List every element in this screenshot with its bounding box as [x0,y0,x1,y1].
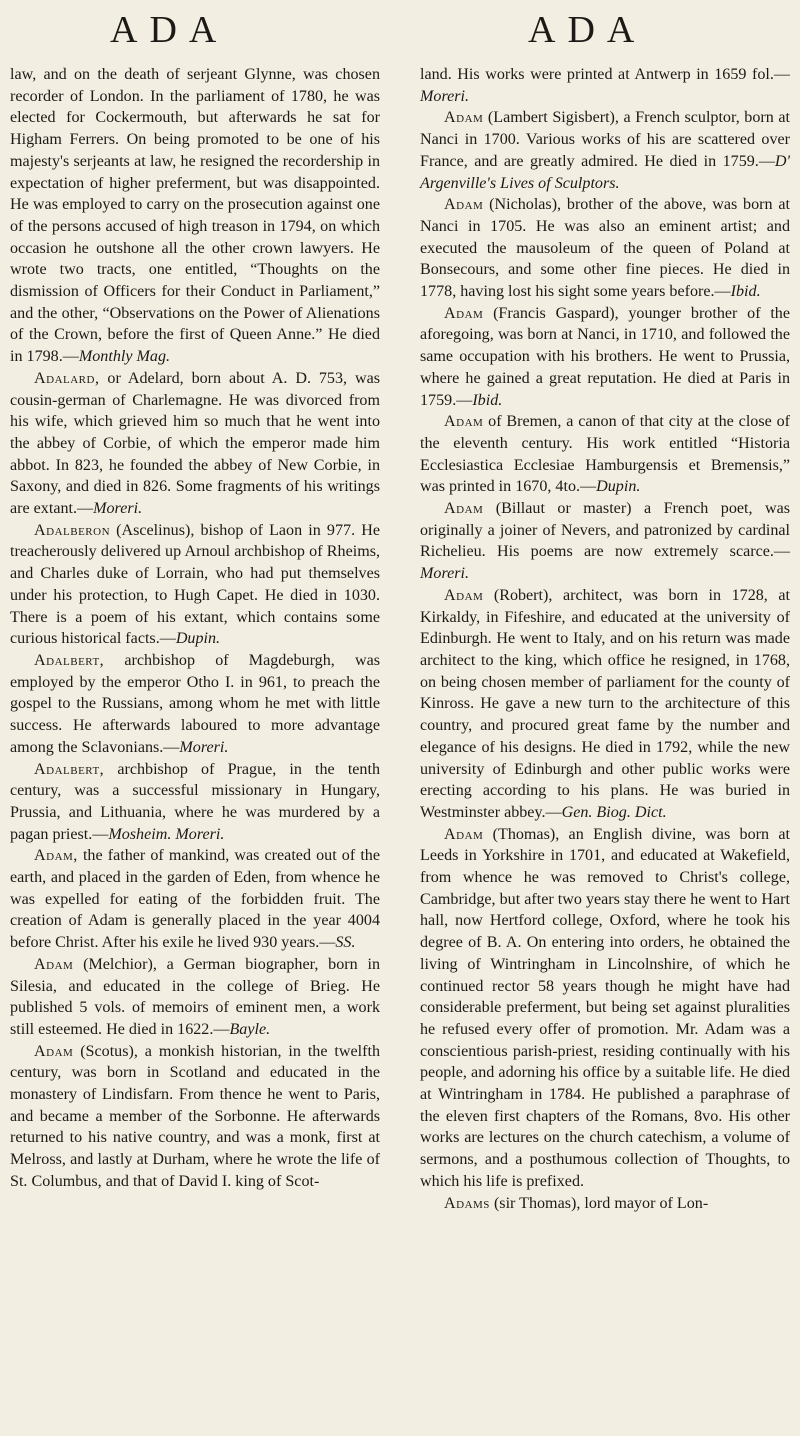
source-citation: Moreri. [420,565,470,583]
source-citation: Monthly Mag. [78,348,171,366]
headword: Adalbert, [34,651,105,669]
source-citation: Dupin. [175,630,221,648]
headword: Adam [444,304,484,322]
running-header [0,8,800,58]
headword: Adam, [34,847,78,865]
running-head-left: ADA [110,9,229,51]
headword: Adam [34,955,74,973]
running-head-right: ADA [528,9,647,51]
entry-adalard: Adalard, or Adelard, born about A. D. 753, was cousin-german of Charlemagne. He was divorced from his wife, which grieved him so much that he went into the abbey of Corbie, of which the emperor made him abbot. In 823, he founded the abbey of New Corbie, in Saxony, and died in 826. Some fragments of his writings are extant.—Moreri. [10,369,380,518]
source-citation: Gen. Biog. Dict. [561,803,667,821]
entry-adam-thomas: Adam (Thomas), an English divine, was born at Leeds in Yorkshire in 1701, and educated at Wakefield, from whence he was removed to Christ's college, Cambridge, but after two years stay there he went to Hart hall, now Hertford college, Oxford, where he took his degree of B. A. On entering into orders, he obtained the living of Wintringham in Lincolnshire, of which he continued rector 58 years though he might have had considerable preferment, but being set against pluralities he refused every offer of promotion. Mr. Adam was a conscientious parish-priest, residing continually with his people, and adorning his office by a suitable life. He died at Wintringham in 1784. He published a paraphrase of the eleven first chapters of the Romans, 8vo. His other works are lectures on the church catechism, a volume of sermons, and a posthumous collection of Thoughts, to which his life is prefixed. [420,825,790,1190]
entry-adam-lambert: Adam (Lambert Sigisbert), a French sculptor, born at Nanci in 1700. Various works of his are scattered over France, and are greatly admired. He died in 1759.—D' Argenville's Lives of Sculptors. [420,109,790,192]
entry-continuation: land. His works were printed at Antwerp in 1659 fol.—Moreri. [420,66,790,105]
entry-continuation: law, and on the death of serjeant Glynne, was chosen recorder of London. In the parliament of 1780, he was elected for Cockermouth, but afterwards he sat for Higham Ferrers. On being promoted to be one of his majesty's serjeants at law, he resigned the recordership in expectation of higher preferment, but was disappointed. He was employed to carry on the prosecution against one of the persons accused of high treason in 1794, on which occasion he outshone all the other crown lawyers. He wrote two tracts, one entitled, “Thoughts on the dismission of Officers for their Conduct in Parliament,” and the other, “Observations on the Power of Alienations of the Crown, before the first of Queen Anne.” He died in 1798.—Monthly Mag. [10,66,380,366]
right-column [420,64,790,1214]
source-citation: Moreri. [179,738,229,756]
entry-adam-nicholas: Adam (Nicholas), brother of the above, was born at Nanci in 1705. He was also an eminent artist; and executed the mausoleum of the queen of Poland at Bonsecours, and some other fine pieces. He died in 1778, having lost his sight some years before.—Ibid. [420,196,790,301]
entry-adalberon: Adalberon (Ascelinus), bishop of Laon in 977. He treacherously delivered up Arnoul archbishop of Rheims, and Charles duke of Lorrain, who had put themselves under his protection, to Hugh Capet. He died in 1030. There is a poem of his extant, which contains some curious historical facts.—Dupin. [10,521,380,648]
headword: Adalbert, [34,760,105,778]
entry-adams-sir-thomas: Adams (sir Thomas), lord mayor of Lon- [444,1194,709,1212]
source-citation: Dupin. [596,478,641,496]
entry-adalbert-magdeburgh: Adalbert, archbishop of Magdeburgh, was employed by the emperor Otho I. in 961, to preach the gospel to the Russians, among whom he met with little success. He afterwards laboured to more advantage among the Sclavonians.—Moreri. [10,651,380,756]
headword: Adam [444,413,484,431]
entry-adam-billaut: Adam (Billaut or master) a French poet, was originally a joiner of Nevers, and patronized by cardinal Richelieu. His poems are now extremely scarce.—Moreri. [420,500,790,583]
headword: Adams [444,1194,490,1212]
entry-adam-francis-gaspard: Adam (Francis Gaspard), younger brother of the aforegoing, was born at Nanci, in 1710, and followed the same occupation with his brothers. He went to Prussia, where he gained a great reputation. He died at Paris in 1759.—Ibid. [420,304,790,409]
entry-adam-of-bremen: Adam of Bremen, a canon of that city at the close of the eleventh century. His work entitled “Historia Ecclesiastica Ecclesiae Hamburgensis et Bremensis,” was printed in 1670, 4to.—Dupin. [420,413,790,496]
source-citation: Ibid. [730,283,761,301]
headword: Adam [444,109,484,127]
headword: Adam [34,1042,74,1060]
entry-adam-scotus: Adam (Scotus), a monkish historian, in the twelfth century, was born in Scotland and educated in the monastery of Lindisfarn. From thence he went to Paris, and became a member of the Sorbonne. He afterwards returned to his native country, and was a monk, first at Melross, and lastly at Durham, where he wrote the life of St. Columbus, and that of David I. king of Scot- [10,1042,380,1190]
headword: Adam [444,500,484,518]
source-citation: D' Argenville's Lives of Sculptors. [420,152,790,192]
entry-adam-melchior: Adam (Melchior), a German biographer, born in Silesia, and educated in the college of Brieg. He published 5 vols. of memoirs of eminent men, a work still esteemed. He died in 1622.—Bayle. [10,955,380,1038]
headword: Adam [444,196,484,214]
left-column [10,64,380,1193]
source-citation: Mosheim. Moreri. [108,825,225,843]
source-citation: Moreri. [420,87,470,105]
headword: Adalard, [34,369,100,387]
source-citation: Bayle. [229,1020,271,1038]
source-citation: Moreri. [93,500,143,518]
entry-adam-robert: Adam (Robert), architect, was born in 1728, at Kirkaldy, in Fifeshire, and educated at the university of Edinburgh. He went to Italy, and on his return was made architect to the king, which office he resigned, in 1768, on being chosen member of parliament for the county of Kinross. He gave a new turn to the architecture of this country, and procured great fame by the number and elegance of his designs. He died in 1792, while the new university of Edinburgh and other public works were erecting according to his plans. He was buried in Westminster abbey.—Gen. Biog. Dict. [420,586,790,821]
headword: Adam [444,825,484,843]
entry-adam: Adam, the father of mankind, was created out of the earth, and placed in the garden of Eden, from whence he was expelled for eating of the forbidden fruit. The creation of Adam is generally placed in the year 4004 before Christ. After his exile he lived 930 years.—SS. [10,847,380,952]
source-citation: SS. [335,934,356,952]
headword: Adalberon [34,521,111,539]
source-citation: Ibid. [472,391,503,409]
headword: Adam [444,586,484,604]
entry-adalbert-prague: Adalbert, archbishop of Prague, in the tenth century, was a successful missionary in Hungary, Prussia, and Lithuania, where he was murdered by a pagan priest.—Mosheim. Moreri. [10,760,380,843]
